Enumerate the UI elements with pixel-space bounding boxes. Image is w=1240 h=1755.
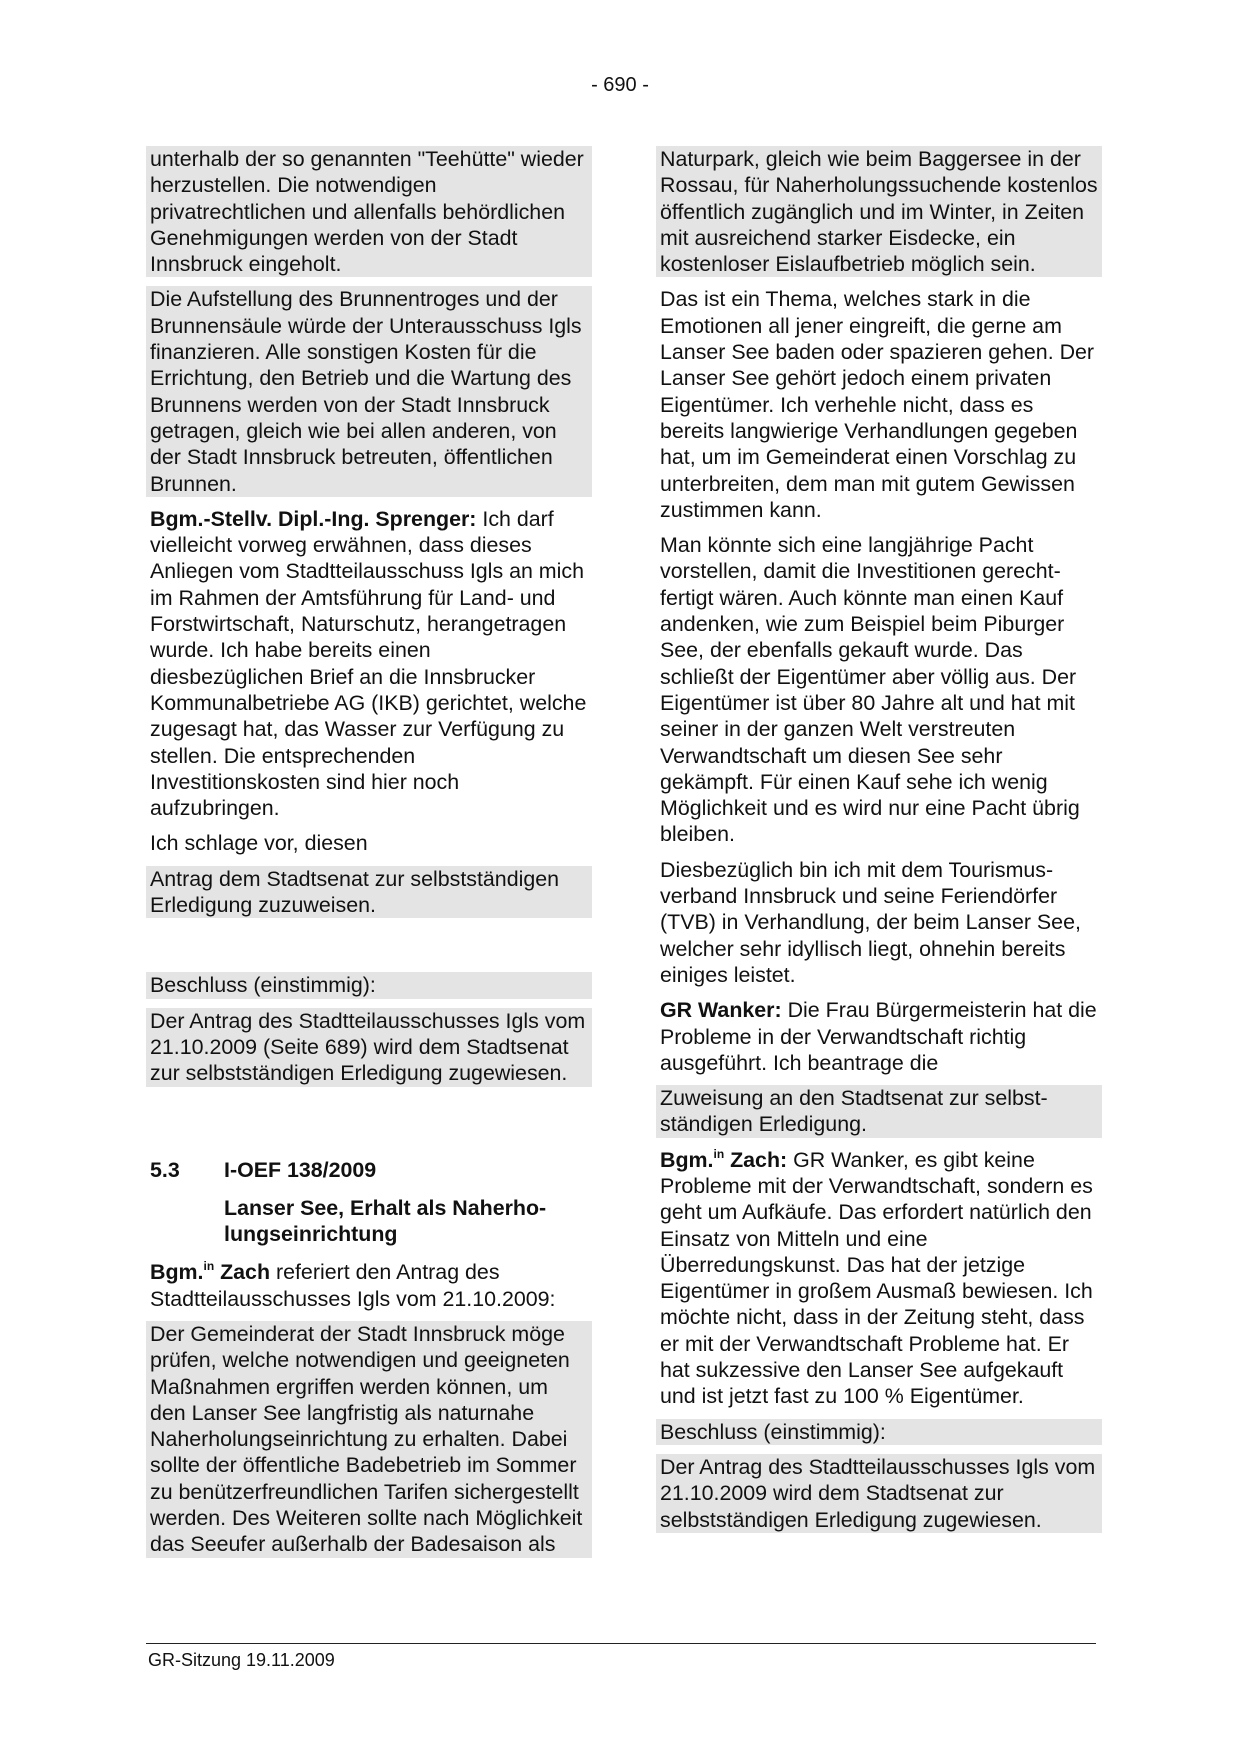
page-number: - 690 - [591, 74, 649, 96]
right-column [656, 146, 1102, 1542]
speaker-name [150, 1260, 270, 1284]
resolution-text: Der Antrag des Stadtteilausschusses Igls vom 21.10.2009 (Seite 689) wird dem Stadtsenat zur selbstständigen Erledigung zugewiesen. [146, 1008, 592, 1087]
speech-sprenger [146, 506, 592, 822]
resolution-label: Beschluss (einstimmig): [656, 1419, 1102, 1445]
speech-text: GR Wanker, es gibt keine Probleme mit der Verwandtschaft, sondern es geht um Aufkäufe. Das erfordert natürlich den Einsatz von Mitteln und eine Überredungskunst. Das hat der jetzige Eigentümer in großem Ausmaß bewiesen. Ich möchte nicht, dass in der Zeitung steht, dass er mit der Verwandtschaft Probleme hat. Er hat sukzessive den Lanser See aufgekauft und ist jetzt fast zu 100 % Eigentümer. [660, 1147, 1093, 1409]
proposal-intro: Ich schlage vor, diesen [150, 831, 368, 856]
speech-text: referiert den Antrag des Stadtteilausschusses Igls vom 21.10.2009: [150, 1260, 556, 1311]
speech-zach-intro [146, 1259, 592, 1312]
speech-paragraph: Das ist ein Thema, welches stark in die Emotionen all jener eingreift, die gerne am Lanser See baden oder spazieren gehen. Der Lanser See gehört jedoch einem privaten Eigentümer. Ich verhehle nicht, dass es bereits langwierige Verhandlungen gegeben hat, um im Gemeinderat einen Vorschlag zu unterbreiten, dem man mit gutem Gewissen zustimmen kann. [660, 287, 1095, 522]
speaker-title-suffix: in [713, 1146, 725, 1161]
section-code: I-OEF 138/2009 [224, 1157, 377, 1182]
speech-paragraph: Diesbezüglich bin ich mit dem Tourismusverband Innsbruck und seine Feriendörfer (TVB) in Verhandlung, der beim Lanser See, welcher sehr idyllisch liegt, ohnehin bereits einiges leistet. [660, 857, 1081, 987]
speech-text: Die Frau Bürgermeisterin hat die Probleme in der Verwandtschaft richtig ausgeführt. Ich beantrage die [660, 998, 1097, 1075]
speaker-title: Bgm. [150, 1260, 204, 1285]
speech-zach [656, 1147, 1102, 1410]
speaker-name [660, 1148, 787, 1172]
proposal-motion: Zuweisung an den Stadtsenat zur selbstständigen Erledigung. [656, 1085, 1102, 1138]
speech-paragraph: Man könnte sich eine langjährige Pacht vorstellen, damit die Investitionen gerechtfertigt wären. Auch könnte man einen Kauf andenken, wie zum Beispiel beim Piburger See, der ebenfalls gekauft wurde. Das schließt der Eigentümer aber völlig aus. Der Eigentümer ist über 80 Jahre alt und hat mit seiner in der ganzen Welt verstreuten Verwandtschaft um diesen See sehr gekämpft. Für einen Kauf sehe ich wenig Möglichkeit und es wird nur eine Pacht übrig bleiben. [660, 533, 1080, 847]
speaker-title-suffix: in [203, 1259, 215, 1274]
resolution-text: Der Antrag des Stadtteilausschusses Igls vom 21.10.2009 wird dem Stadtsenat zur selbstständigen Erledigung zugewiesen. [656, 1454, 1102, 1533]
motion-text-lanser-see: Der Gemeinderat der Stadt Innsbruck möge prüfen, welche notwendigen und geeigneten Maßnahmen ergriffen werden können, um den Lanser See langfristig als naturnahe Naherholungseinrichtung zu erhalten. Dabei sollte der öffentliche Badebetrieb im Sommer zu benützerfreundlichen Tarifen sichergestellt werden. Des Weiteren sollte nach Möglichkeit das Seeufer außerhalb der Badesaison als [146, 1321, 592, 1558]
speaker-surname: Zach [214, 1260, 271, 1285]
speaker-name: GR Wanker: [660, 998, 782, 1023]
section-title: Lanser See, Erhalt als Naherholungseinrichtung [224, 1195, 547, 1247]
section-heading [146, 1157, 592, 1183]
motion-text-continuation: unterhalb der so genannten "Teehütte" wieder herzustellen. Die notwendigen privatrechtlichen und allenfalls behördlichen Genehmigungen werden von der Stadt Innsbruck eingeholt. [146, 146, 592, 277]
speaker-name: Bgm.-Stellv. Dipl.-Ing. Sprenger: [150, 506, 477, 531]
proposal-motion: Antrag dem Stadtsenat zur selbstständigen Erledigung zuzuweisen. [146, 866, 592, 919]
speaker-surname: Zach: [724, 1147, 788, 1172]
footer-divider [146, 1643, 1096, 1644]
footer-session-date: GR-Sitzung 19.11.2009 [148, 1650, 335, 1670]
motion-text-funding: Die Aufstellung des Brunnentroges und der Brunnensäule würde der Unterausschuss Igls finanzieren. Alle sonstigen Kosten für die Errichtung, den Betrieb und die Wartung des Brunnens werden von der Stadt Innsbruck getragen, gleich wie bei allen anderen, von der Stadt Innsbruck betreuten, öffentlichen Brunnen. [146, 286, 592, 496]
speaker-title: Bgm. [660, 1147, 714, 1172]
section-number: 5.3 [150, 1157, 180, 1182]
left-column [146, 146, 592, 1567]
speech-wanker [656, 997, 1102, 1076]
motion-text-continuation: Naturpark, gleich wie beim Baggersee in der Rossau, für Naherholungssuchende kostenlos öffentlich zugänglich und im Winter, in Zeiten mit ausreichend starker Eisdecke, ein kostenloser Eislaufbetrieb möglich sein. [656, 146, 1102, 277]
speech-text: Ich darf vielleicht vorweg erwähnen, dass dieses Anliegen vom Stadtteilausschuss Igls an mich im Rahmen der Amtsführung für Land- und Forstwirtschaft, Naturschutz, herangetragen wurde. Ich habe bereits einen diesbezüglichen Brief an die Innsbrucker Kommunalbetriebe AG (IKB) gerichtet, welche zugesagt hat, das Wasser zur Verfügung zu stellen. Die entsprechenden Investitionskosten sind hier noch aufzubringen. [150, 506, 587, 821]
resolution-label: Beschluss (einstimmig): [146, 972, 592, 998]
